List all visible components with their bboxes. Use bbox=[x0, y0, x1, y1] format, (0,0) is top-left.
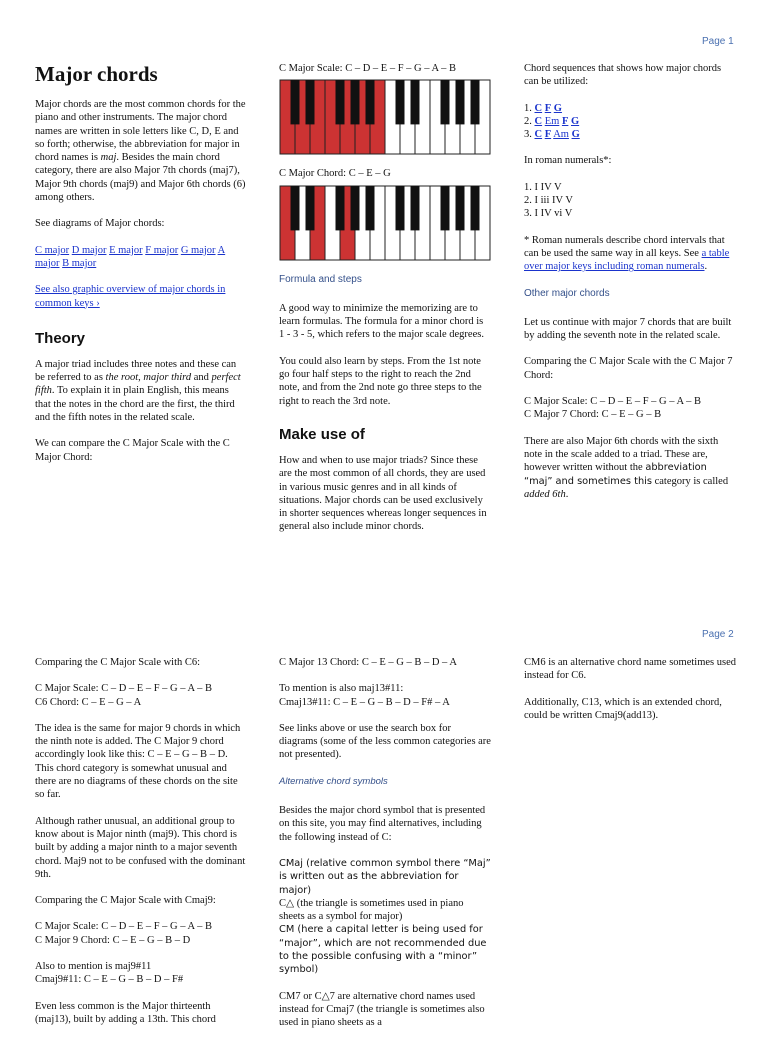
roman-intro: In roman numerals*: bbox=[524, 155, 612, 167]
thirteenth-paragraph: Even less common is the Major thirteenth (maj13), built by adding a 13th. This chord bbox=[35, 1000, 216, 1025]
roman-item: 3. I IV vi V bbox=[524, 208, 573, 220]
page-label-1: Page 1 bbox=[702, 36, 734, 47]
ctriangle-item: C△ (the triangle is sometimes used in piano sheets as a symbol for major) bbox=[279, 897, 464, 923]
chord-link[interactable]: G bbox=[553, 102, 562, 114]
black-key bbox=[456, 80, 465, 124]
scale-label: C Major Scale: C – D – E – F – G – A – B bbox=[279, 63, 457, 74]
maj9-paragraph: The idea is the same for major 9 chords in which the ninth note is added. The C Major 9 chord accordingly look like this: C – E – G – B – D. This chord category is somewhat unusual and there are no diagrams of these chords on the site so far. bbox=[35, 722, 241, 801]
compare-cmaj9: Comparing the C Major Scale with Cmaj9: bbox=[35, 895, 216, 907]
sequences-intro: Chord sequences that shows how major chords can be utilized: bbox=[524, 63, 722, 88]
make-use-heading: Make use of bbox=[279, 425, 365, 443]
intro-paragraph: Major chords are the most common chords for the piano and other instruments. The major chord names are written in sole letters like C, D, E and so forth; otherwise, the abbreviation for major in chord names is maj. Besides the main chord category, there are also Major 7th chords (maj7), Major 9th chords (maj9) and Major 6th chords (6) among others. bbox=[35, 99, 246, 204]
page2-column-1 bbox=[35, 656, 247, 1039]
c13-line: C Major 13 Chord: C – E – G – B – D – A bbox=[279, 657, 457, 668]
roman-footnote: * Roman numerals describe chord intervals that can be used the same way in all keys. See a table over major keys including roman numerals. bbox=[524, 234, 730, 273]
alt-intro-paragraph: Besides the major chord symbol that is presented on this site, you may find alternatives, including the following instead of C: bbox=[279, 805, 486, 843]
maj13-lines bbox=[279, 682, 491, 709]
alt-symbols-heading: Alternative chord symbols bbox=[279, 775, 388, 787]
chord-link[interactable]: F bbox=[561, 115, 569, 127]
compare-c6: Comparing the C Major Scale with C6: bbox=[35, 657, 201, 668]
black-key bbox=[396, 80, 405, 124]
black-key bbox=[306, 80, 315, 124]
theory-paragraph: A major triad includes three notes and these can be referred to as the root, major third and perfect fifth. To explain it in plain English, this means that the notes in the chord are the first, the third and the fifth notes in the related scale. bbox=[35, 358, 241, 424]
maj9-line: C Major 9 Chord: C – E – G – B – D bbox=[35, 934, 191, 946]
formula-paragraph: A good way to minimize the memorizing are to learn formulas. The formula for a minor chord is 1 - 3 - 5, which refers to the major scale degrees. bbox=[279, 302, 484, 341]
c6-line: C6 Chord: C – E – G – A bbox=[35, 696, 142, 708]
chord-links bbox=[35, 244, 247, 271]
sequence-item: 2. C Em F G bbox=[524, 115, 580, 127]
black-key bbox=[471, 80, 480, 124]
chord-link[interactable]: G bbox=[570, 115, 580, 127]
cmaj13-11-line: Cmaj13#11: C – E – G – B – D – F# – A bbox=[279, 696, 450, 708]
ninth-paragraph: Although rather unusual, an additional group to know about is Major ninth (maj9). This chord is built by adding a major ninth to a major seventh chord. Maj9 not to be confused with the dominant 9th. bbox=[35, 815, 246, 880]
page-label-2: Page 2 bbox=[702, 629, 734, 640]
steps-paragraph: You could also learn by steps. From the 1st note go four half steps to the right to reach the 2nd note, and from the 2nd note go three steps to the right to reach the 3rd note. bbox=[279, 355, 482, 407]
link-f-major[interactable]: F major bbox=[145, 244, 179, 256]
chord-link[interactable]: C bbox=[534, 129, 543, 141]
roman-item: 2. I iii IV V bbox=[524, 195, 573, 207]
cmaj9-11-line: Cmaj9#11: C – E – G – B – D – F# bbox=[35, 974, 184, 986]
scale-line: C Major Scale: C – D – E – F – G – A – B bbox=[35, 683, 213, 695]
sequence-item: 1. C F G bbox=[524, 102, 562, 114]
black-key bbox=[291, 186, 300, 230]
link-e-major[interactable]: E major bbox=[109, 244, 143, 256]
make-use-paragraph: How and when to use major triads? Since these are the most common of all chords, they are used in various music genres and in all kinds of situations. Major chords can be used exclusively in shorter sequences whereas longer sequences in general also include minor chords. bbox=[279, 454, 487, 533]
also-maj9-line: Also to mention is maj9#11 bbox=[35, 961, 152, 973]
chord-link[interactable]: Am bbox=[553, 129, 569, 141]
other-major-heading: Other major chords bbox=[524, 287, 610, 299]
black-key bbox=[441, 80, 450, 124]
sequence-item: 3. C F Am G bbox=[524, 129, 580, 141]
black-key bbox=[456, 186, 465, 230]
page2-column-3 bbox=[524, 656, 736, 735]
maj7-paragraph: Let us continue with major 7 chords that are built by adding the seventh note in the related scale. bbox=[524, 316, 732, 342]
black-key bbox=[411, 186, 420, 230]
link-g-major[interactable]: G major bbox=[180, 244, 216, 256]
cm6-paragraph: CM6 is an alternative chord name sometimes used instead for C6. bbox=[524, 657, 736, 682]
page-title: Major chords bbox=[35, 62, 158, 86]
chord-link[interactable]: Em bbox=[544, 115, 560, 127]
cmaj-item: CMaj (relative common symbol there “Maj” is written out as the abbreviation for major) bbox=[279, 857, 491, 896]
link-a-major[interactable]: A major bbox=[35, 244, 226, 269]
black-key bbox=[351, 186, 360, 230]
link-c-major[interactable]: C major bbox=[35, 244, 70, 256]
compare-maj7: Comparing the C Major Scale with the C Major 7 Chord: bbox=[524, 356, 733, 381]
black-key bbox=[336, 80, 345, 124]
link-b-major[interactable]: B major bbox=[62, 257, 97, 269]
page2-column-2 bbox=[279, 656, 491, 1043]
black-key bbox=[411, 80, 420, 124]
black-key bbox=[366, 80, 375, 124]
maj9-11-lines bbox=[35, 960, 247, 987]
c-major-chord-keyboard bbox=[279, 185, 491, 261]
chord-link[interactable]: C bbox=[534, 115, 543, 127]
overview-link[interactable]: See also graphic overview of major chords in common keys › bbox=[35, 284, 226, 309]
cm7-paragraph: CM7 or C△7 are alternative chord names used instead for Cmaj7 (the triangle is sometimes also used in piano sheets as a bbox=[279, 990, 485, 1029]
cm-item: CM (here a capital letter is being used for “major”, which are not recommended due to the possible confusing with a “minor” symbol) bbox=[279, 924, 487, 976]
maj7-lines bbox=[524, 395, 736, 422]
c6-lines bbox=[35, 682, 247, 709]
also-maj13-line: To mention is also maj13#11: bbox=[279, 683, 404, 695]
see-diagrams-text: See diagrams of Major chords: bbox=[35, 218, 165, 230]
roman-table-link[interactable]: a table over major keys including roman numerals bbox=[524, 247, 730, 273]
chord-link[interactable]: F bbox=[544, 129, 552, 141]
alt-symbols-list bbox=[279, 857, 491, 977]
chord-link[interactable]: G bbox=[571, 129, 580, 141]
black-key bbox=[351, 80, 360, 124]
compare-text: We can compare the C Major Scale with the C Major Chord: bbox=[35, 438, 230, 463]
link-d-major[interactable]: D major bbox=[71, 244, 107, 256]
sequence-list bbox=[524, 102, 736, 142]
see-links-paragraph: See links above or use the search box for diagrams (some of the less common categories are not presented). bbox=[279, 722, 491, 761]
maj9-lines bbox=[35, 920, 247, 947]
scale-line: C Major Scale: C – D – E – F – G – A – B bbox=[35, 921, 213, 933]
page1-column-2 bbox=[279, 62, 491, 547]
sixth-paragraph: There are also Major 6th chords with the sixth note in the scale added to a triad. These are, however written without the abbreviation “maj” and sometimes this category is called added 6th. bbox=[524, 435, 729, 500]
page1-column-3 bbox=[524, 62, 736, 514]
c13-paragraph: Additionally, C13, which is an extended chord, could be written Cmaj9(add13). bbox=[524, 696, 722, 721]
black-key bbox=[471, 186, 480, 230]
chord-link[interactable]: C bbox=[534, 102, 543, 114]
scale-line: C Major Scale: C – D – E – F – G – A – B bbox=[524, 396, 702, 408]
chord-link[interactable]: F bbox=[544, 102, 552, 114]
page1-column-1 bbox=[35, 62, 247, 477]
black-key bbox=[291, 80, 300, 124]
maj7-line: C Major 7 Chord: C – E – G – B bbox=[524, 409, 662, 421]
black-key bbox=[306, 186, 315, 230]
black-key bbox=[396, 186, 405, 230]
theory-heading: Theory bbox=[35, 329, 86, 347]
black-key bbox=[336, 186, 345, 230]
roman-item: 1. I IV V bbox=[524, 181, 562, 193]
formula-heading: Formula and steps bbox=[279, 273, 362, 285]
roman-list bbox=[524, 181, 736, 221]
chord-label: C Major Chord: C – E – G bbox=[279, 168, 391, 180]
c-major-scale-keyboard bbox=[279, 79, 491, 155]
black-key bbox=[366, 186, 375, 230]
black-key bbox=[441, 186, 450, 230]
